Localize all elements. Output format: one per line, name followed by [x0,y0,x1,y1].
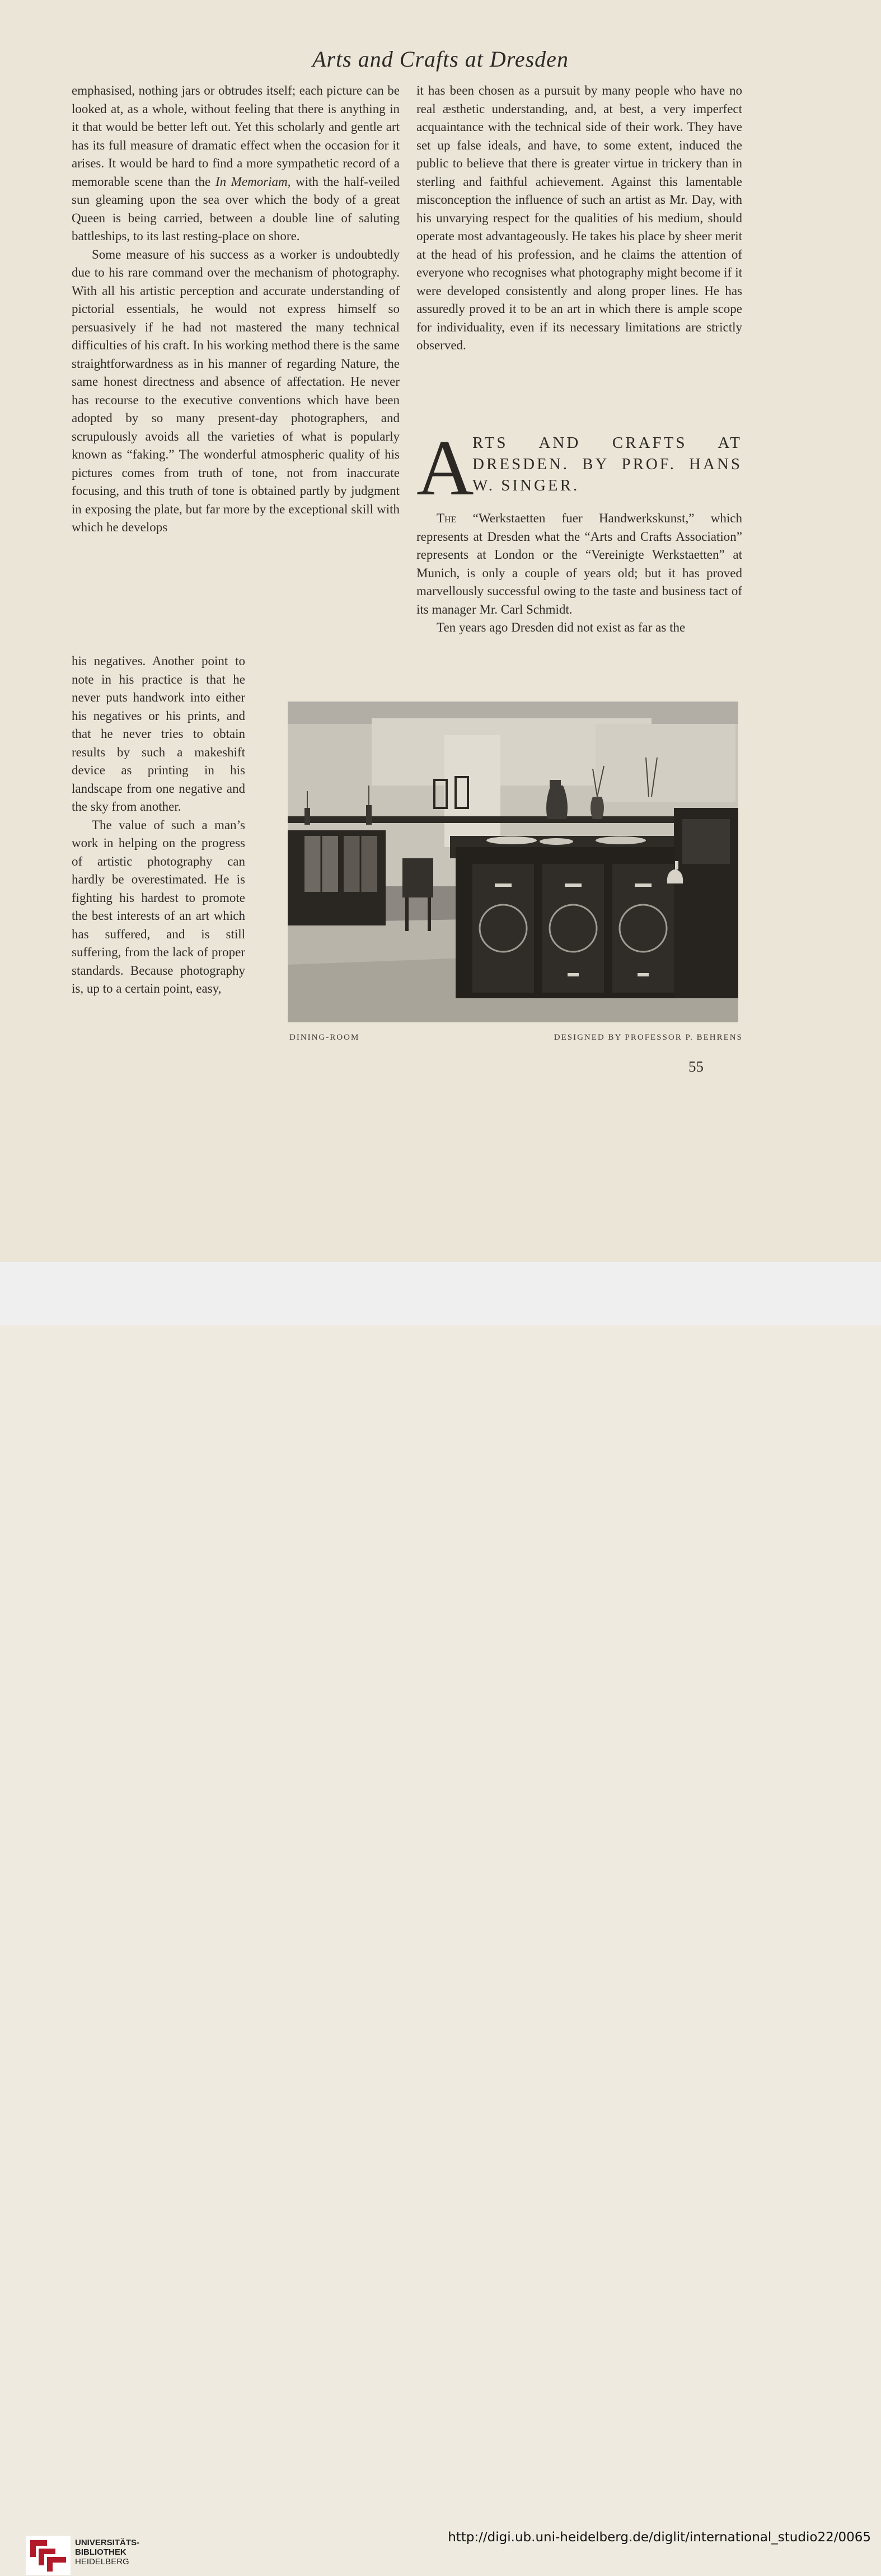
source-url-link[interactable]: http://digi.ub.uni-heidelberg.de/diglit/international_studio22/0065 [448,2530,871,2545]
left-paragraph-1-tail: with the half-veiled sun gleaming upon the sea over which the body of a great Queen is being carried, between a double line of saluting battleships, to its last resting-place on shore. [72,174,400,243]
scanned-page [0,0,881,1262]
left-narrow-column [72,652,245,998]
left-paragraph-2: Some measure of his success as a worker is undoubtedly due to his rare command over the mechanism of photography. With all his artistic perception and accurate understanding of pictorial essentials, he would not express himself so persuasively if he had not mastered the many technical difficulties of his craft. In his working method there is the same straightforwardness as in his manner of regarding Nature, the same honest directness and absence of affectation. He never has recourse to the executive conventions which have been adopted by so many present-day photographers, and scrupulously avoids all the varieties of what is popularly known as “faking.” The wonderful atmospheric quality of his pictures comes from truth of tone, not from inaccurate focusing, and this truth of tone is obtained partly by judgment in exposing the plate, but far more by the exceptional skill with which he develops [72,247,400,534]
dining-room-illustration [288,702,738,1022]
left-paragraph-3: The value of such a man’s work in helping on the progress of artistic photography can hardly be overestimated. He is fighting his hardest to promote the best interests of an art which has suffered, and is still suffering, from the lack of proper standards. Because photography is, up to a certain point, easy, [72,817,245,995]
caption-credit: DESIGNED BY PROFESSOR P. BEHRENS [554,1033,743,1042]
running-title: Arts and Crafts at Dresden [312,46,569,72]
library-name-line-1: UNIVERSITÄTS- [75,2538,140,2547]
library-name[interactable] [75,2538,139,2566]
left-paragraph-2-continued: his negatives. Another point to note in his practice is that he never puts handwork into either his negatives or his prints, and that he never tries to obtain results by such a makeshift device as printing in his landscape from one negative and the sky from another. [72,654,245,814]
library-name-line-3: HEIDELBERG [75,2557,129,2566]
right-paragraph-1: it has been chosen as a pursuit by many people who have no real æsthetic understanding, and, at best, a very imperfect acquaintance with the technical side of their work. They have set up false ideals, and have, to some extent, induced the public to believe that there is greater virtue in trickery than in sterling and faithful achievement. Against this lamentable misconception the influence of such an artist as Mr. Day, with his unvarying respect for the qualities of his medium, should operate most advantageously. He takes his place by sheer merit at the head of his profession, and he claims the attention of everyone who recognises what photography might become if it were developed consistently and along proper lines. He has assuredly proved it to be an art in which there is ample scope for individuality, even if its necessary limitations are strictly observed. [416,83,742,352]
library-footer [0,1262,881,2566]
caption-title: DINING-ROOM [289,1033,360,1042]
dining-room-photo [288,702,738,1022]
drop-cap: A [416,423,474,512]
article-body [416,509,742,637]
in-memoriam-title: In Memoriam, [215,174,291,189]
article-paragraph-2: Ten years ago Dresden did not exist as far as the [437,620,686,634]
left-paragraph-1-text: emphasised, nothing jars or obtrudes itself; each picture can be looked at, as a whole, without feeling that there is anything in it that would be better left out. Yet this scholarly and gentle art has its full measure of dramatic effect when the occasion for it arises. It would be hard to find a more sympathetic record of a memorable scene than the [72,83,400,189]
article-lead-word: The [437,511,457,525]
right-column [416,82,742,355]
article-title: RTS AND CRAFTS AT DRESDEN. BY PROF. HANS W. SINGER. [472,434,742,494]
article-heading [416,423,742,512]
article-paragraph-1-text: “Werkstaetten fuer Handwerkskunst,” which represents at Dresden what the “Arts and Crafts Association” represents at London or the “Vereinigte Werkstaetten” at Munich, is only a couple of years old; but it has proved marvellously successful owing to the taste and business tact of its manager Mr. Carl Schmidt. [416,511,742,616]
article-paragraph-1 [416,509,742,619]
library-name-line-2: BIBLIOTHEK [75,2547,126,2557]
left-paragraph-1 [72,82,400,246]
library-logo-icon[interactable] [25,2535,72,2576]
page-number: 55 [688,1058,704,1075]
left-column [72,82,400,537]
